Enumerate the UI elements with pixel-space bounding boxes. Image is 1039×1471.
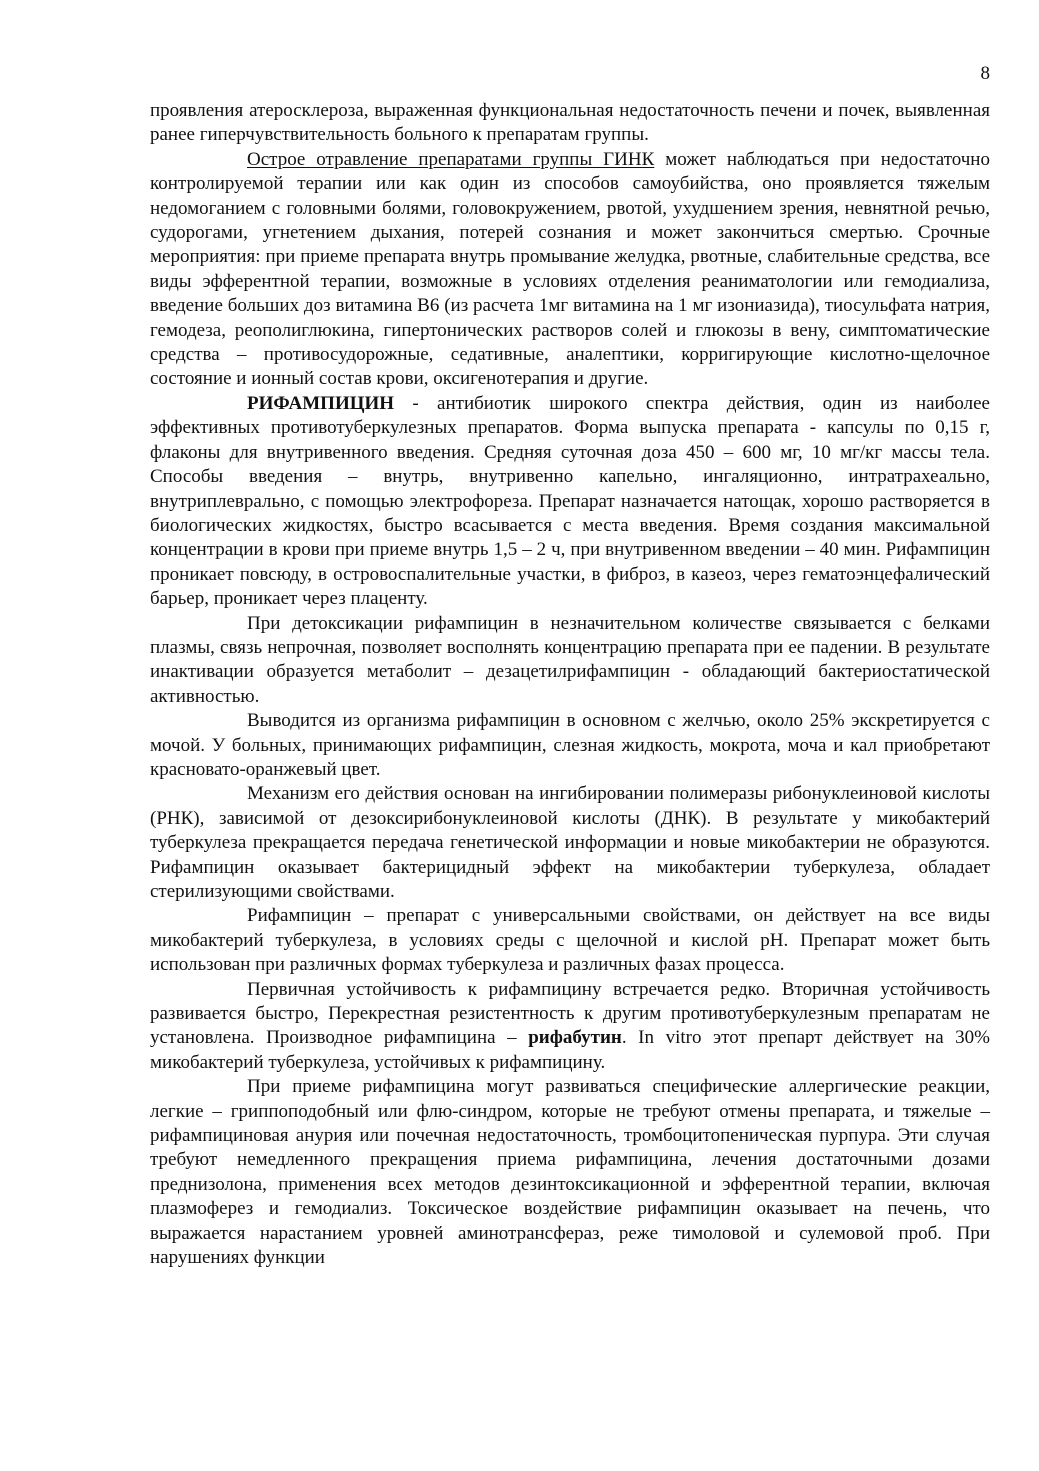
- paragraph-acute-poisoning: [150, 148, 990, 392]
- acute-poisoning-heading: Острое отравление препаратами группы ГИНК: [247, 148, 655, 170]
- resistance-rest: . In vitro этот препарт действует на 30% микобактерий туберкулеза, устойчивых к рифампицину.: [150, 1027, 991, 1073]
- page-number: 8: [980, 63, 990, 84]
- document-body: [150, 99, 990, 1271]
- rifampicin-heading: РИФАМПИЦИН: [247, 392, 395, 414]
- rifampicin-intro-text: - антибиотик широкого спектра действия, один из наиболее эффективных противотуберкулезных препаратов. Форма выпуска препарата - капсулы по 0,15 г, флаконы для внутривенного введения. Средняя суточная доза 450 – 600 мг, 10 мг/кг массы тела. Способы введения – внутрь, внутривенно капельно, ингаляционно, интратрахеально, внутриплеврально, с помощью электрофореза. Препарат назначается натощак, хорошо растворяется в биологических жидкостях, быстро всасывается с места введения. Время создания максимальной концентрации в крови при приеме внутрь 1,5 – 2 ч, при внутривенном введении – 40 мин. Рифампицин проникает повсюду, в островоспалительные участки, в фиброз, в казеоз, через гематоэнцефалический барьер, проникает через плаценту.: [150, 392, 990, 610]
- paragraph-detoxification: При детоксикации рифампицин в незначительном количестве связывается с белками плазмы, связь непрочная, позволяет восполнять концентрацию препарата при ее падении. В результате инактивации образуется метаболит – дезацетилрифампицин - обладающий бактериостатической активностью.: [150, 612, 990, 707]
- paragraph-mechanism: Механизм его действия основан на ингибировании полимеразы рибонуклеиновой кислоты (РНК), зависимой от дезоксирибонуклеиновой кислоты (ДНК). В результате у микобактерий туберкулеза прекращается передача генетической информации и новые микобактерии не образуются. Рифампицин оказывает бактерицидный эффект на микобактерии туберкулеза, обладает стерилизующими свойствами.: [150, 783, 990, 902]
- acute-poisoning-text: может наблюдаться при недостаточно контролируемой терапии или как один из способов самоубийства, оно проявляется тяжелым недомоганием с головными болями, головокружением, рвотой, ухудшением зрения, невнятной речью, судорогами, угнетением дыхания, потерей сознания и может закончиться смертью. Срочные мероприятия: при приеме препарата внутрь промывание желудка, рвотные, слабительные средства, все виды эфферентной терапии, возможные в условиях отделения реаниматологии или гемодиализа, введение больших доз витамина В6 (из расчета 1мг витамина на 1 мг изониазида), тиосульфата натрия, гемодеза, реополиглюкина, гипертонических растворов солей и глюкозы в вену, симптоматические средства – противосудорожные, седативные, аналептики, корригирующие кислотно-щелочное состояние и ионный состав крови, оксигенотерапия и другие.: [150, 148, 990, 390]
- rifabutin-term: рифабутин: [528, 1027, 622, 1049]
- paragraph-adverse-reactions: При приеме рифампицина могут развиваться специфические аллергические реакции, легкие – гриппоподобный или флю-синдром, которые не требуют отмены препарата, и тяжелые – рифампициновая анурия или почечная недостаточность, тромбоцитопеническая пурпура. Эти случая требуют немедленного прекращения приема рифампицина, лечения достаточными дозами преднизолона, применения всех методов дезинтоксикационной и эфферентной терапии, включая плазмоферез и гемодиализ. Токсическое воздействие рифампицин оказывает на печень, что выражается нарастанием уровней аминотрансфераз, реже тимоловой и сулемовой проб. При нарушениях функции: [150, 1076, 990, 1269]
- paragraph-excretion: Выводится из организма рифампицин в основном с желчью, около 25% экскретируется с мочой. У больных, принимающих рифампицин, слезная жидкость, мокрота, моча и кал приобретают красновато-оранжевый цвет.: [150, 710, 990, 780]
- paragraph-resistance: [150, 978, 990, 1076]
- paragraph-universal-properties: Рифампицин – препарат с универсальными свойствами, он действует на все виды микобактерий туберкулеза, в условиях среды с щелочной и кислой pH. Препарат может быть использован при различных формах туберкулеза и различных фазах процесса.: [150, 905, 990, 976]
- paragraph-contraindications-end: проявления атеросклероза, выраженная функциональная недостаточность печени и почек, выявленная ранее гиперчувствительность больного к препаратам группы.: [150, 100, 990, 146]
- paragraph-rifampicin-intro: [150, 392, 990, 612]
- resistance-text: Первичная устойчивость к рифампицину встречается редко. Вторичная устойчивость развивается быстро, Перекрестная резистентность к другим противотуберкулезным препаратам не установлена. Производное рифампицина –: [150, 978, 990, 1049]
